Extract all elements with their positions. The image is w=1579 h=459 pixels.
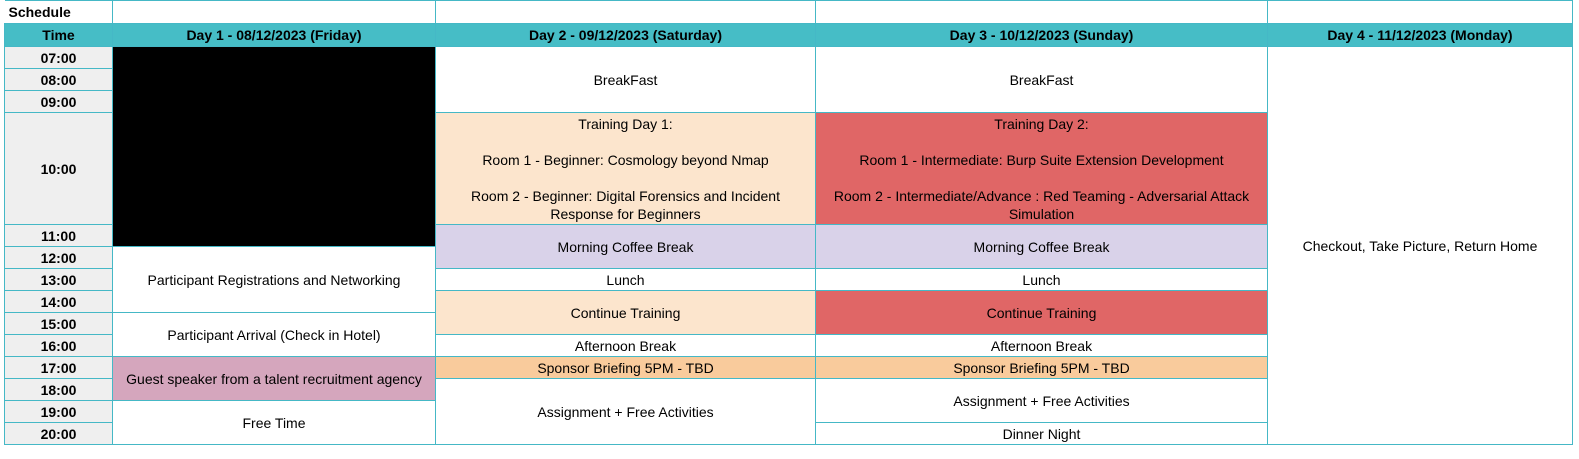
time-cell[interactable]: 16:00 [5,335,113,357]
spacer [822,169,1261,187]
time-cell[interactable]: 13:00 [5,269,113,291]
empty-cell[interactable] [1268,1,1573,24]
time-cell[interactable]: 20:00 [5,423,113,445]
spacer [442,133,809,151]
empty-cell[interactable] [113,1,436,24]
day3-breakfast[interactable]: BreakFast [816,47,1268,113]
empty-cell[interactable] [816,1,1268,24]
day3-training-block[interactable] [816,113,1268,225]
training-room2: Room 2 - Beginner: Digital Forensics and Incident Response for Beginners [471,187,780,222]
time-cell[interactable]: 12:00 [5,247,113,269]
day2-coffee-break[interactable]: Morning Coffee Break [436,225,816,269]
day3-continue-training[interactable]: Continue Training [816,291,1268,335]
day2-continue-training[interactable]: Continue Training [436,291,816,335]
day2-sponsor-briefing[interactable]: Sponsor Briefing 5PM - TBD [436,357,816,379]
day1-arrival[interactable]: Participant Arrival (Check in Hotel) [113,313,436,357]
spacer [442,169,809,187]
time-cell[interactable]: 18:00 [5,379,113,401]
training-room1: Room 1 - Intermediate: Burp Suite Extension Development [859,151,1224,168]
day2-lunch[interactable]: Lunch [436,269,816,291]
sheet-title[interactable]: Schedule [5,1,113,24]
time-cell[interactable]: 09:00 [5,91,113,113]
day1-registrations[interactable]: Participant Registrations and Networking [113,247,436,313]
training-room2: Room 2 - Intermediate/Advance : Red Teaming - Adversarial Attack Simulation [833,187,1250,222]
time-cell[interactable]: 08:00 [5,69,113,91]
time-row [5,47,1573,69]
time-cell[interactable]: 10:00 [5,113,113,225]
time-cell[interactable]: 11:00 [5,225,113,247]
day1-guest-speaker[interactable]: Guest speaker from a talent recruitment agency [113,357,436,401]
day2-breakfast[interactable]: BreakFast [436,47,816,113]
header-day2[interactable]: Day 2 - 09/12/2023 (Saturday) [436,24,816,47]
day3-lunch[interactable]: Lunch [816,269,1268,291]
header-row [5,24,1573,47]
title-row [5,1,1573,24]
day2-training-block[interactable] [436,113,816,225]
time-cell[interactable]: 17:00 [5,357,113,379]
time-cell[interactable]: 15:00 [5,313,113,335]
training-title: Training Day 1: [578,115,673,132]
header-time[interactable]: Time [5,24,113,47]
day3-dinner[interactable]: Dinner Night [816,423,1268,445]
time-cell[interactable]: 07:00 [5,47,113,69]
training-room1: Room 1 - Beginner: Cosmology beyond Nmap [482,151,769,168]
training-title: Training Day 2: [994,115,1089,132]
day3-afternoon-break[interactable]: Afternoon Break [816,335,1268,357]
day4-checkout[interactable]: Checkout, Take Picture, Return Home [1268,47,1573,445]
day2-assignment[interactable]: Assignment + Free Activities [436,379,816,445]
day2-afternoon-break[interactable]: Afternoon Break [436,335,816,357]
day3-assignment[interactable]: Assignment + Free Activities [816,379,1268,423]
header-day4[interactable]: Day 4 - 11/12/2023 (Monday) [1268,24,1573,47]
header-day3[interactable]: Day 3 - 10/12/2023 (Sunday) [816,24,1268,47]
empty-cell[interactable] [436,1,816,24]
day3-sponsor-briefing[interactable]: Sponsor Briefing 5PM - TBD [816,357,1268,379]
header-day1[interactable]: Day 1 - 08/12/2023 (Friday) [113,24,436,47]
time-cell[interactable]: 14:00 [5,291,113,313]
day1-redacted-block[interactable] [113,47,436,247]
day1-free-time[interactable]: Free Time [113,401,436,445]
spacer [822,133,1261,151]
schedule-table [4,0,1573,445]
day3-coffee-break[interactable]: Morning Coffee Break [816,225,1268,269]
time-cell[interactable]: 19:00 [5,401,113,423]
